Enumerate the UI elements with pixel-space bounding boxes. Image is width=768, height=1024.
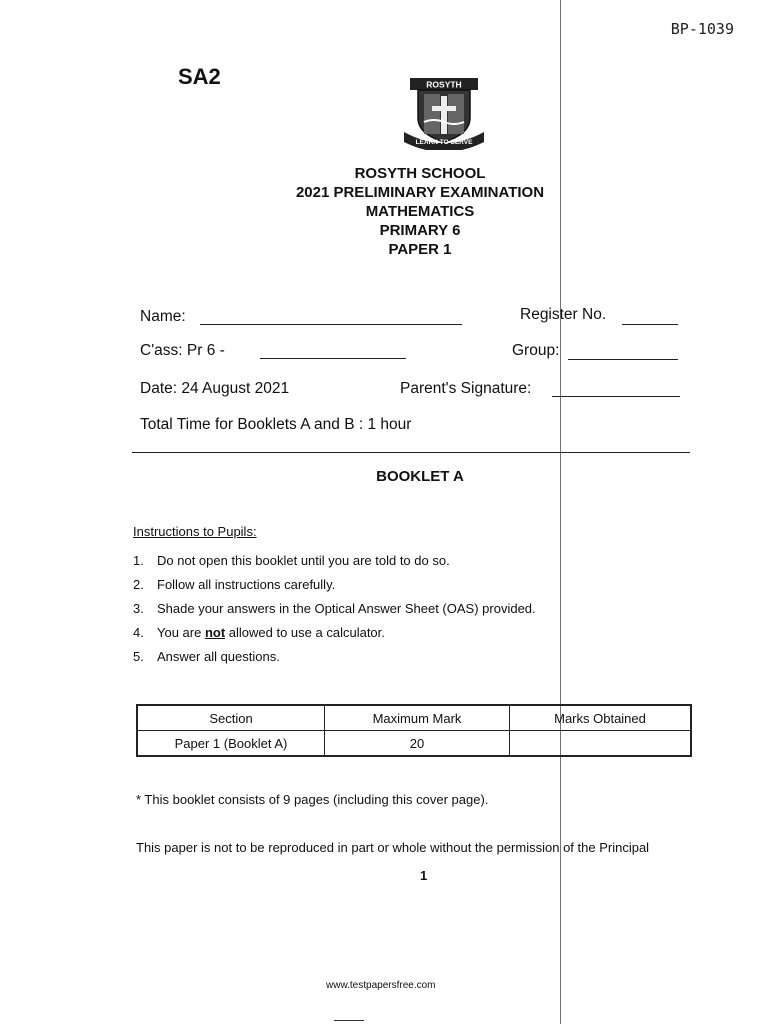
crest-motto: LEARN TO SERVE: [415, 139, 473, 146]
instruction-item: 5. Answer all questions.: [133, 649, 280, 664]
page-number: 1: [420, 868, 428, 883]
section-divider: [132, 452, 690, 453]
copyright-notice: This paper is not to be reproduced in part or whole without the permission of the Principal: [136, 840, 650, 855]
booklet-title: BOOKLET A: [376, 468, 464, 485]
instruction-item: 3. Shade your answers in the Optical Answer Sheet (OAS) provided.: [133, 601, 536, 616]
table-row: [137, 731, 691, 757]
page-count-note: * This booklet consists of 9 pages (including this cover page).: [136, 792, 489, 807]
header-maximum-mark: Maximum Mark: [325, 705, 510, 731]
paper-tag: SA2: [178, 64, 221, 89]
class-field[interactable]: [260, 358, 406, 359]
cell-maximum-mark: 20: [325, 731, 510, 757]
name-label: Name:: [140, 308, 186, 325]
instructions-list: [133, 553, 536, 673]
total-time: Total Time for Booklets A and B : 1 hour: [140, 416, 412, 433]
register-field[interactable]: [622, 324, 678, 325]
document-code: BP-1039: [670, 20, 734, 38]
emphasis-not: not: [204, 625, 226, 640]
signature-field[interactable]: [552, 396, 680, 397]
bottom-mark: [334, 1020, 364, 1021]
instruction-item: 1. Do not open this booklet until you are told to do so.: [133, 553, 450, 568]
marks-table: [136, 704, 692, 757]
signature-label: Parent's Signature:: [400, 380, 532, 397]
instruction-item: 4. You are not allowed to use a calculator.: [133, 625, 385, 640]
header-marks-obtained: Marks Obtained: [510, 705, 692, 731]
crest-banner-text: ROSYTH: [426, 79, 462, 90]
date-label: Date: 24 August 2021: [140, 380, 290, 397]
instructions-title: Instructions to Pupils:: [133, 524, 257, 539]
school-name: ROSYTH SCHOOL: [354, 165, 486, 182]
level-title: PRIMARY 6: [379, 222, 461, 239]
cell-marks-obtained[interactable]: [510, 731, 692, 757]
group-field[interactable]: [568, 359, 678, 360]
footer-url: www.testpapersfree.com: [326, 980, 436, 991]
header-section: Section: [137, 705, 325, 731]
school-crest-logo: [404, 76, 484, 150]
cell-section: Paper 1 (Booklet A): [137, 731, 325, 757]
class-label: C'ass: Pr 6 -: [140, 342, 225, 359]
paper-title: PAPER 1: [388, 241, 452, 258]
register-label: Register No.: [520, 306, 607, 323]
instruction-item: 2. Follow all instructions carefully.: [133, 577, 336, 592]
name-field[interactable]: [200, 324, 462, 325]
subject-title: MATHEMATICS: [365, 203, 475, 220]
exam-header: [200, 164, 640, 259]
table-header-row: [137, 705, 691, 731]
group-label: Group:: [512, 342, 560, 359]
exam-title: 2021 PRELIMINARY EXAMINATION: [295, 184, 545, 201]
page-fold-line: [560, 0, 561, 1024]
